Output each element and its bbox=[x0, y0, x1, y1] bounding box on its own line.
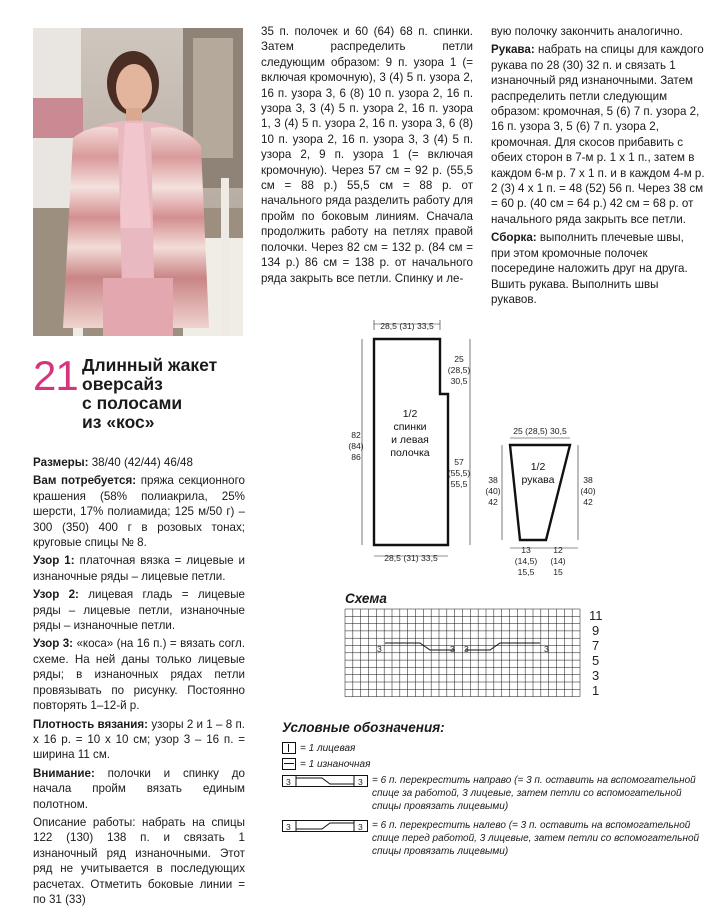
knit-symbol bbox=[282, 742, 296, 754]
instructions-column-1 bbox=[33, 455, 245, 910]
sleeve-pattern-diagram bbox=[478, 420, 608, 580]
dim-cuff: 15,5 bbox=[517, 567, 535, 577]
knitting-chart bbox=[340, 605, 610, 697]
dim-length: 86 bbox=[351, 452, 361, 462]
piece-label: полочка bbox=[390, 447, 430, 459]
dim-side: (55,5) bbox=[447, 468, 471, 478]
dim-cuff: 12 bbox=[553, 545, 563, 555]
cross-mark: 3 bbox=[464, 644, 469, 654]
paragraph: Узор 1: платочная вязка = лицевые и изнаночные ряды – лицевые петли. bbox=[33, 554, 245, 583]
paragraph: Рукава: набрать на спицы для каждого рукава по 28 (30) 32 п. и связать 1 изнаночный ряд изнаночными. Затем распределить петли следующим образом: кромочная, 5 (6) 7 п. узора 2, 16 п. узора 3, 5 (6) 7 п. узора 2, кромочная. Для скосов прибавить с обеих сторон в 7-м р. 1 х 1 п., затем в каждом 6-м р. 7 х 1 п. и в каждом 4-м р. 2 (3) 4 х 1 п. = 48 (52) 56 п. Через 38 см = 60 р. (40 см = 64 р.) 42 см = 68 р. от начального ряда закрыть все петли. bbox=[491, 43, 705, 226]
paragraph: Внимание: полочки и спинку до начала пройм вязать единым полотном. bbox=[33, 766, 245, 811]
dim-sleeve-top: 25 (28,5) 30,5 bbox=[513, 426, 567, 436]
row-number: 11 bbox=[589, 608, 603, 623]
dim-cuff: (14,5) bbox=[514, 556, 538, 566]
title-line: с полосами bbox=[82, 393, 183, 413]
dim-length: (84) bbox=[348, 441, 364, 451]
svg-text:3: 3 bbox=[358, 822, 363, 832]
paragraph: 35 п. полочек и 60 (64) 68 п. спинки. Затем распределить петли следующим образом: 9 п. узора 1 (= включая кромочную), 3 (4) 5 п. узора 2, 16 п. узора 3, 6 (8) 10 п. узора 2, 16 п. узора 3, 3 (4) 5 п. узора 2, 16 п. узора 1, 3 (4) 5 п. узора 2, 16 п. узора 3, 6 (8) 10 п. узора 2, 16 п. узора 3, 3 (4) 5 п. узора 2, 9 п. узора 1 (= включая кромочную). Через 57 см = 92 р. (55,5 см = 88 р.) 55,5 см = 88 р. от начального ряда разделить работу для пройм по боковым линиям. Сначала продолжить работу на петлях правой полочки. Через 82 см = 132 р. (84 см = 134 р.) 86 см = 138 р. от начального ряда закрыть все петли. Спинку и ле- bbox=[261, 25, 473, 285]
legend bbox=[282, 740, 702, 858]
piece-label: 1/2 bbox=[530, 461, 546, 473]
row-number: 9 bbox=[592, 623, 600, 638]
model-photo bbox=[33, 28, 243, 336]
dim-side: 55,5 bbox=[450, 479, 468, 489]
paragraph: Узор 2: лицевая гладь = лицевые ряды – лицевые петли, изнаночные ряды – изнаночные петли. bbox=[33, 588, 245, 633]
piece-label: и левая bbox=[391, 434, 429, 446]
dim-sleeve-length: 42 bbox=[583, 497, 593, 507]
pattern-number: 21 bbox=[33, 352, 78, 399]
dim-length: 82 bbox=[351, 430, 361, 440]
dim-cuff: 13 bbox=[521, 545, 531, 555]
piece-label: рукава bbox=[521, 474, 555, 486]
dim-side: 57 bbox=[454, 457, 464, 467]
cross-mark: 3 bbox=[377, 644, 382, 654]
legend-item: 3 3 = 6 п. перекрестить направо (= 3 п. оставить на вспомогательной спице за работой, 3 лицевые, затем петли со вспомогательной спицы провязать лицевыми) bbox=[282, 774, 702, 813]
title-line: Длинный жакет bbox=[82, 355, 218, 375]
piece-label: спинки bbox=[393, 421, 427, 433]
paragraph: Сборка: выполнить плечевые швы, при этом кромочные полочек посередине наложить друг на друга. Вшить рукава. Выполнить швы рукавов. bbox=[491, 231, 688, 306]
dim-sleeve-length: (40) bbox=[580, 486, 596, 496]
schema-title: Схема bbox=[345, 591, 387, 606]
row-number: 5 bbox=[592, 653, 600, 668]
title-line: оверсайз bbox=[82, 374, 163, 394]
row-number: 1 bbox=[592, 683, 600, 697]
legend-item: 3 3 = 6 п. перекрестить налево (= 3 п. оставить на вспомогательной спице перед работой, 3 лицевые, затем петли со вспомогательной спицы провязать лицевыми) bbox=[282, 819, 702, 858]
purl-symbol bbox=[282, 758, 296, 770]
dim-sleeve-length: 42 bbox=[488, 497, 498, 507]
instructions-column-3 bbox=[491, 24, 705, 310]
pattern-title bbox=[82, 356, 252, 432]
svg-text:3: 3 bbox=[358, 777, 363, 787]
right-cross-symbol bbox=[282, 775, 368, 787]
paragraph: вую полочку закончить аналогично. bbox=[491, 25, 683, 38]
paragraph: Узор 3: «коса» (на 16 п.) = вязать согл. схеме. На ней даны только лицевые ряды; в изнаночных рядах петли провязывать по рисунку. Постоянно повторять 1–12-й р. bbox=[33, 637, 246, 713]
svg-text:3: 3 bbox=[286, 822, 291, 832]
cross-mark: 3 bbox=[544, 644, 549, 654]
title-line: из «кос» bbox=[82, 412, 155, 432]
cross-mark: 3 bbox=[450, 644, 455, 654]
dim-sleeve-length: 38 bbox=[583, 475, 593, 485]
paragraph: Размеры: 38/40 (42/44) 46/48 bbox=[33, 456, 193, 469]
dim-sleeve-length: (40) bbox=[485, 486, 501, 496]
dim-cuff: 15 bbox=[553, 567, 563, 577]
dim-armhole: 30,5 bbox=[450, 376, 468, 386]
paragraph: Вам потребуется: пряжа секционного крашения (58% полиакрила, 25% шерсти, 17% полиамида; 125 м/50 г) – 300 (350) 400 г в розовых тонах; круговые спицы № 8. bbox=[33, 474, 246, 550]
legend-title: Условные обозначения: bbox=[282, 720, 445, 735]
legend-item: = 1 изнаночная bbox=[282, 756, 702, 772]
paragraph: Описание работы: набрать на спицы 122 (130) 138 п. и связать 1 изнаночный ряд изнаночными. Этот ряд не учитывается в последующих расчетах. Отметить боковые линии = по 31 (33) bbox=[33, 815, 245, 906]
row-number: 3 bbox=[592, 668, 600, 683]
piece-label: 1/2 bbox=[402, 408, 418, 420]
legend-item: = 1 лицевая bbox=[282, 740, 702, 756]
dim-armhole: (28,5) bbox=[447, 365, 471, 375]
svg-text:3: 3 bbox=[286, 777, 291, 787]
dim-armhole: 25 bbox=[454, 354, 464, 364]
dim-sleeve-length: 38 bbox=[488, 475, 498, 485]
dim-bottom-width: 28,5 (31) 33,5 bbox=[384, 553, 438, 563]
dim-cuff: (14) bbox=[550, 556, 566, 566]
instructions-column-2 bbox=[261, 24, 473, 289]
left-cross-symbol bbox=[282, 820, 368, 832]
paragraph: Плотность вязания: узоры 2 и 1 – 8 п. х 16 р. = 10 х 10 см; узор 3 – 16 п. = ширина 11 см. bbox=[33, 717, 245, 762]
body-pattern-diagram bbox=[330, 312, 480, 570]
dim-top-width: 28,5 (31) 33,5 bbox=[380, 321, 434, 331]
row-number: 7 bbox=[592, 638, 600, 653]
